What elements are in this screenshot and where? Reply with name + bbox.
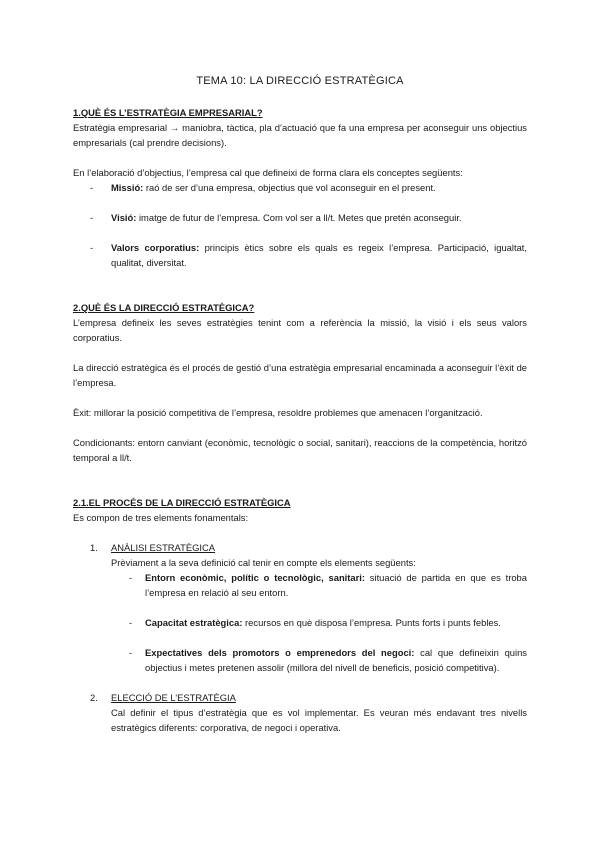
paragraph: L’empresa defineix les seves estratègies tenint com a referència la missió, la visió i els seus valors corporatius. [73,317,527,343]
bullet-item: - Valors corporatius: principis ètics sobre els quals es regeix l’empresa. Participació, igualtat, qualitat, diversitat. [90,242,527,268]
numbered-item-2: 2. ELECCIÓ DE L’ESTRATÈGIA [90,692,236,703]
section-1-heading: 1.QUÈ ÉS L’ESTRATÈGIA EMPRESARIAL? [73,107,263,118]
bullet-item: - Visió: imatge de futur de l’empresa. Com vol ser a ll/t. Metes que pretén aconseguir. [90,212,462,223]
section-1-intro: Estratègia empresarial → maniobra, tàctica, pla d’actuació que fa una empresa per aconseguir uns objectius empresarials (cal prendre decisions). [73,122,527,148]
numbered-item-1: 1. ANÀLISI ESTRATÈGICA [90,542,216,553]
sub-bullet-item: - Expectatives dels promotors o emprenedors del negoci: cal que defineixin quins objectius i metes pretenen assolir (millora del nivell de beneficis, posició competitiva). [129,647,527,673]
paragraph: La direcció estratègica és el procés de gestió d’una estratègia empresarial encaminada a aconseguir l’èxit de l’empresa. [73,362,527,388]
bullet-item: - Missió: raó de ser d’una empresa, objectius que vol aconseguir en el present. [90,182,436,193]
section-2-heading: 2.QUÈ ÉS LA DIRECCIÓ ESTRATÈGICA? [73,302,255,313]
section-2-1-heading: 2.1.EL PROCÉS DE LA DIRECCIÓ ESTRATÈGICA [73,497,291,508]
section-1-lead: En l’elaboració d’objectius, l’empresa cal que defineixi de forma clara els conceptes següents: [73,167,463,178]
numbered-item-text: Prèviament a la seva definició cal tenir en compte els elements següents: [111,557,416,568]
sub-bullet-item: - Entorn econòmic, polític o tecnològic, sanitari: situació de partida en que es troba l’empresa en relació al seu entorn. [129,572,527,598]
numbered-item-text: Cal definir el tipus d’estratègia que es vol implementar. Es veuran més endavant tres nivells estratègics diferents: corporativa, de negoci i operativa. [111,707,527,733]
paragraph: Condicionants: entorn canviant (econòmic, tecnològic o social, sanitari), reaccions de la competència, horitzó temporal a ll/t. [73,437,527,463]
sub-bullet-item: - Capacitat estratègica: recursos en què disposa l’empresa. Punts forts i punts febles. [129,617,501,628]
section-2-1-lead: Es compon de tres elements fonamentals: [73,512,249,523]
page-title: TEMA 10: LA DIRECCIÓ ESTRATÈGICA [196,75,404,87]
paragraph: Èxit: millorar la posició competitiva de l’empresa, resoldre problemes que amenacen l’organització. [73,407,483,418]
